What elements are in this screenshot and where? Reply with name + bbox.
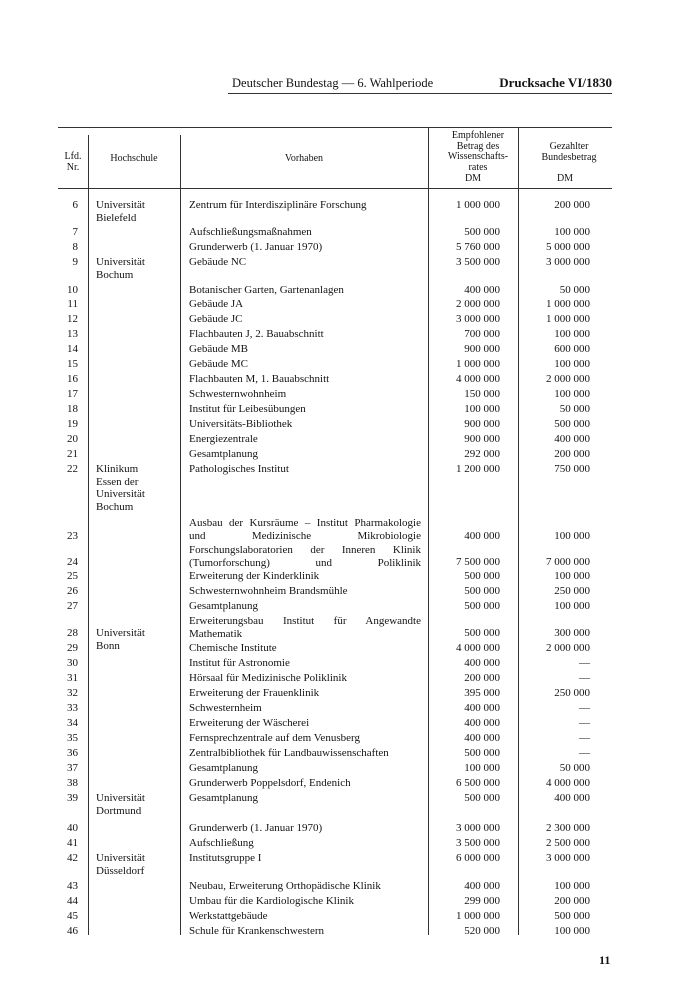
recommended-amount: 1 000 000: [456, 910, 500, 922]
recommended-amount: 4 000 000: [456, 373, 500, 385]
paid-amount: 100 000: [554, 388, 590, 400]
row-number: 30: [67, 657, 78, 669]
document-number: Drucksache VI/1830: [499, 75, 612, 90]
project-description: Grunderwerb Poppelsdorf, Endenich: [189, 777, 351, 789]
project-description: Aufschließungsmaßnahmen: [189, 226, 312, 238]
recommended-amount: 500 000: [464, 747, 500, 759]
project-description: Gebäude MB: [189, 343, 248, 355]
project-description: Energiezentrale: [189, 433, 258, 445]
row-number: 17: [67, 388, 78, 400]
recommended-amount: 3 000 000: [456, 822, 500, 834]
project-description: Fernsprechzentrale auf dem Venusberg: [189, 732, 360, 744]
project-description: Ausbau der Kursräume – Institut Pharmakologie und Medizinische Mikrobiologie: [189, 517, 421, 542]
row-number: 23: [67, 530, 78, 542]
row-number: 12: [67, 313, 78, 325]
row-number: 8: [72, 241, 78, 253]
paid-amount: 50 000: [559, 403, 590, 415]
paid-amount: 100 000: [554, 925, 590, 937]
paid-amount: 1 000 000: [546, 298, 590, 310]
row-number: 32: [67, 687, 78, 699]
paid-amount: 200 000: [554, 448, 590, 460]
project-description: Gebäude NC: [189, 256, 247, 268]
project-description: Grunderwerb (1. Januar 1970): [189, 822, 323, 834]
project-description: Institut für Astronomie: [189, 657, 290, 669]
row-number: 33: [67, 702, 78, 714]
paid-amount: 100 000: [554, 880, 590, 892]
recommended-amount: 1 000 000: [456, 199, 500, 211]
project-description: Gesamtplanung: [189, 792, 259, 804]
paid-amount: 5 000 000: [546, 241, 590, 253]
paid-amount: 100 000: [554, 530, 590, 542]
project-description: Zentrum für Interdisziplinäre Forschung: [189, 199, 367, 211]
project-description: Gesamtplanung: [189, 448, 259, 460]
university-name: Universität Dortmund: [96, 792, 145, 817]
paid-amount: 400 000: [554, 792, 590, 804]
recommended-amount: 500 000: [464, 600, 500, 612]
paid-amount: 600 000: [554, 343, 590, 355]
row-number: 41: [67, 837, 78, 849]
university-name: Universität Bochum: [96, 256, 145, 281]
project-description: Flachbauten M, 1. Bauabschnitt: [189, 373, 330, 385]
recommended-amount: 150 000: [464, 388, 500, 400]
paid-amount: —: [579, 717, 590, 729]
row-number: 35: [67, 732, 78, 744]
project-description: Institut für Leibesübungen: [189, 403, 306, 415]
row-number: 16: [67, 373, 78, 385]
paid-amount: 2 000 000: [546, 642, 590, 654]
project-description: Forschungslaboratorien der Inneren Klinik (Tumorforschung) und Poliklinik: [189, 544, 421, 569]
row-number: 43: [67, 880, 78, 892]
recommended-amount: 900 000: [464, 433, 500, 445]
recommended-amount: 400 000: [464, 284, 500, 296]
running-header: Deutscher Bundestag — 6. Wahlperiode: [232, 76, 434, 90]
column-header-gezahlt: Gezahlter Bundesbetrag: [541, 141, 597, 163]
project-description: Erweiterungsbau Institut für Angewandte Mathematik: [189, 615, 421, 640]
column-divider: [88, 135, 89, 935]
recommended-amount: 5 760 000: [456, 241, 500, 253]
recommended-amount: 2 000 000: [456, 298, 500, 310]
paid-amount: —: [579, 702, 590, 714]
recommended-amount: 100 000: [464, 762, 500, 774]
project-description: Aufschließung: [189, 837, 254, 849]
column-unit-empfohlen: DM: [464, 173, 482, 184]
project-description: Gebäude JC: [189, 313, 243, 325]
paid-amount: 50 000: [559, 284, 590, 296]
row-number: 21: [67, 448, 78, 460]
recommended-amount: 3 500 000: [456, 256, 500, 268]
recommended-amount: 299 000: [464, 895, 500, 907]
project-description: Hörsaal für Medizinische Poliklinik: [189, 672, 347, 684]
project-description: Erweiterung der Frauenklinik: [189, 687, 320, 699]
recommended-amount: 500 000: [464, 570, 500, 582]
paid-amount: —: [579, 732, 590, 744]
row-number: 46: [67, 925, 78, 937]
column-divider: [180, 135, 181, 935]
paid-amount: 4 000 000: [546, 777, 590, 789]
paid-amount: 200 000: [554, 895, 590, 907]
recommended-amount: 400 000: [464, 717, 500, 729]
recommended-amount: 400 000: [464, 880, 500, 892]
header-rule: [228, 93, 612, 94]
page-number: 11: [599, 953, 611, 967]
project-description: Pathologisches Institut: [189, 463, 289, 475]
row-number: 39: [67, 792, 78, 804]
row-number: 45: [67, 910, 78, 922]
paid-amount: 100 000: [554, 226, 590, 238]
project-description: Schwesternheim: [189, 702, 262, 714]
recommended-amount: 4 000 000: [456, 642, 500, 654]
row-number: 27: [67, 600, 78, 612]
university-name: Klinikum Essen der Universität Bochum: [96, 463, 145, 513]
row-number: 25: [67, 570, 78, 582]
table-header-rule: [58, 188, 612, 189]
row-number: 19: [67, 418, 78, 430]
paid-amount: 7 000 000: [546, 556, 590, 568]
paid-amount: —: [579, 657, 590, 669]
project-description: Gesamtplanung: [189, 600, 259, 612]
paid-amount: 100 000: [554, 600, 590, 612]
paid-amount: 3 000 000: [546, 852, 590, 864]
row-number: 29: [67, 642, 78, 654]
recommended-amount: 3 500 000: [456, 837, 500, 849]
project-description: Umbau für die Kardiologische Klinik: [189, 895, 354, 907]
project-description: Gesamtplanung: [189, 762, 259, 774]
row-number: 11: [67, 298, 78, 310]
column-header-nr: Lfd. Nr.: [64, 151, 82, 173]
row-number: 20: [67, 433, 78, 445]
paid-amount: 2 500 000: [546, 837, 590, 849]
paid-amount: 750 000: [554, 463, 590, 475]
paid-amount: 400 000: [554, 433, 590, 445]
recommended-amount: 500 000: [464, 792, 500, 804]
row-number: 14: [67, 343, 78, 355]
university-name: Universität Bielefeld: [96, 199, 145, 224]
row-number: 6: [72, 199, 78, 211]
paid-amount: —: [579, 672, 590, 684]
project-description: Grunderwerb (1. Januar 1970): [189, 241, 323, 253]
row-number: 42: [67, 852, 78, 864]
recommended-amount: 6 000 000: [456, 852, 500, 864]
row-number: 24: [67, 556, 78, 568]
project-description: Erweiterung der Kinderklinik: [189, 570, 320, 582]
recommended-amount: 900 000: [464, 418, 500, 430]
recommended-amount: 400 000: [464, 732, 500, 744]
paid-amount: 2 300 000: [546, 822, 590, 834]
column-unit-gezahlt: DM: [556, 173, 574, 184]
project-description: Chemische Institute: [189, 642, 277, 654]
project-description: Botanischer Garten, Gartenanlagen: [189, 284, 344, 296]
paid-amount: 1 000 000: [546, 313, 590, 325]
recommended-amount: 1 000 000: [456, 358, 500, 370]
project-description: Universitäts-Bibliothek: [189, 418, 293, 430]
recommended-amount: 395 000: [464, 687, 500, 699]
recommended-amount: 500 000: [464, 585, 500, 597]
project-description: Schule für Krankenschwestern: [189, 925, 325, 937]
paid-amount: 2 000 000: [546, 373, 590, 385]
recommended-amount: 1 200 000: [456, 463, 500, 475]
row-number: 15: [67, 358, 78, 370]
column-header-hochschule: Hochschule: [110, 153, 158, 164]
row-number: 22: [67, 463, 78, 475]
recommended-amount: 400 000: [464, 702, 500, 714]
row-number: 40: [67, 822, 78, 834]
row-number: 38: [67, 777, 78, 789]
row-number: 18: [67, 403, 78, 415]
recommended-amount: 500 000: [464, 627, 500, 639]
paid-amount: 50 000: [559, 762, 590, 774]
recommended-amount: 292 000: [464, 448, 500, 460]
row-number: 7: [72, 226, 78, 238]
row-number: 44: [67, 895, 78, 907]
recommended-amount: 900 000: [464, 343, 500, 355]
row-number: 13: [67, 328, 78, 340]
project-description: Flachbauten J, 2. Bauabschnitt: [189, 328, 324, 340]
recommended-amount: 200 000: [464, 672, 500, 684]
recommended-amount: 3 000 000: [456, 313, 500, 325]
table-top-rule: [58, 127, 612, 128]
recommended-amount: 520 000: [464, 925, 500, 937]
paid-amount: 500 000: [554, 418, 590, 430]
project-description: Neubau, Erweiterung Orthopädische Klinik: [189, 880, 381, 892]
paid-amount: 300 000: [554, 627, 590, 639]
paid-amount: 250 000: [554, 585, 590, 597]
university-name: Universität Düsseldorf: [96, 852, 145, 877]
recommended-amount: 7 500 000: [456, 556, 500, 568]
project-description: Gebäude JA: [189, 298, 244, 310]
row-number: 34: [67, 717, 78, 729]
row-number: 37: [67, 762, 78, 774]
university-name: Universität Bonn: [96, 627, 145, 652]
column-header-vorhaben: Vorhaben: [284, 153, 324, 164]
recommended-amount: 400 000: [464, 657, 500, 669]
project-description: Schwesternwohnheim: [189, 388, 287, 400]
project-description: Schwesternwohnheim Brandsmühle: [189, 585, 348, 597]
paid-amount: 100 000: [554, 328, 590, 340]
row-number: 26: [67, 585, 78, 597]
recommended-amount: 100 000: [464, 403, 500, 415]
column-header-empfohlen: Empfohlener Betrag des Wissenschafts-rates: [447, 130, 509, 173]
recommended-amount: 500 000: [464, 226, 500, 238]
recommended-amount: 700 000: [464, 328, 500, 340]
paid-amount: 100 000: [554, 358, 590, 370]
recommended-amount: 6 500 000: [456, 777, 500, 789]
project-description: Erweiterung der Wäscherei: [189, 717, 310, 729]
row-number: 31: [67, 672, 78, 684]
recommended-amount: 400 000: [464, 530, 500, 542]
row-number: 9: [72, 256, 78, 268]
project-description: Werkstattgebäude: [189, 910, 268, 922]
paid-amount: 100 000: [554, 570, 590, 582]
row-number: 36: [67, 747, 78, 759]
paid-amount: 250 000: [554, 687, 590, 699]
row-number: 10: [67, 284, 78, 296]
row-number: 28: [67, 627, 78, 639]
project-description: Gebäude MC: [189, 358, 248, 370]
project-description: Institutsgruppe I: [189, 852, 262, 864]
paid-amount: 500 000: [554, 910, 590, 922]
paid-amount: 200 000: [554, 199, 590, 211]
paid-amount: —: [579, 747, 590, 759]
project-description: Zentralbibliothek für Landbauwissenschaften: [189, 747, 389, 759]
paid-amount: 3 000 000: [546, 256, 590, 268]
